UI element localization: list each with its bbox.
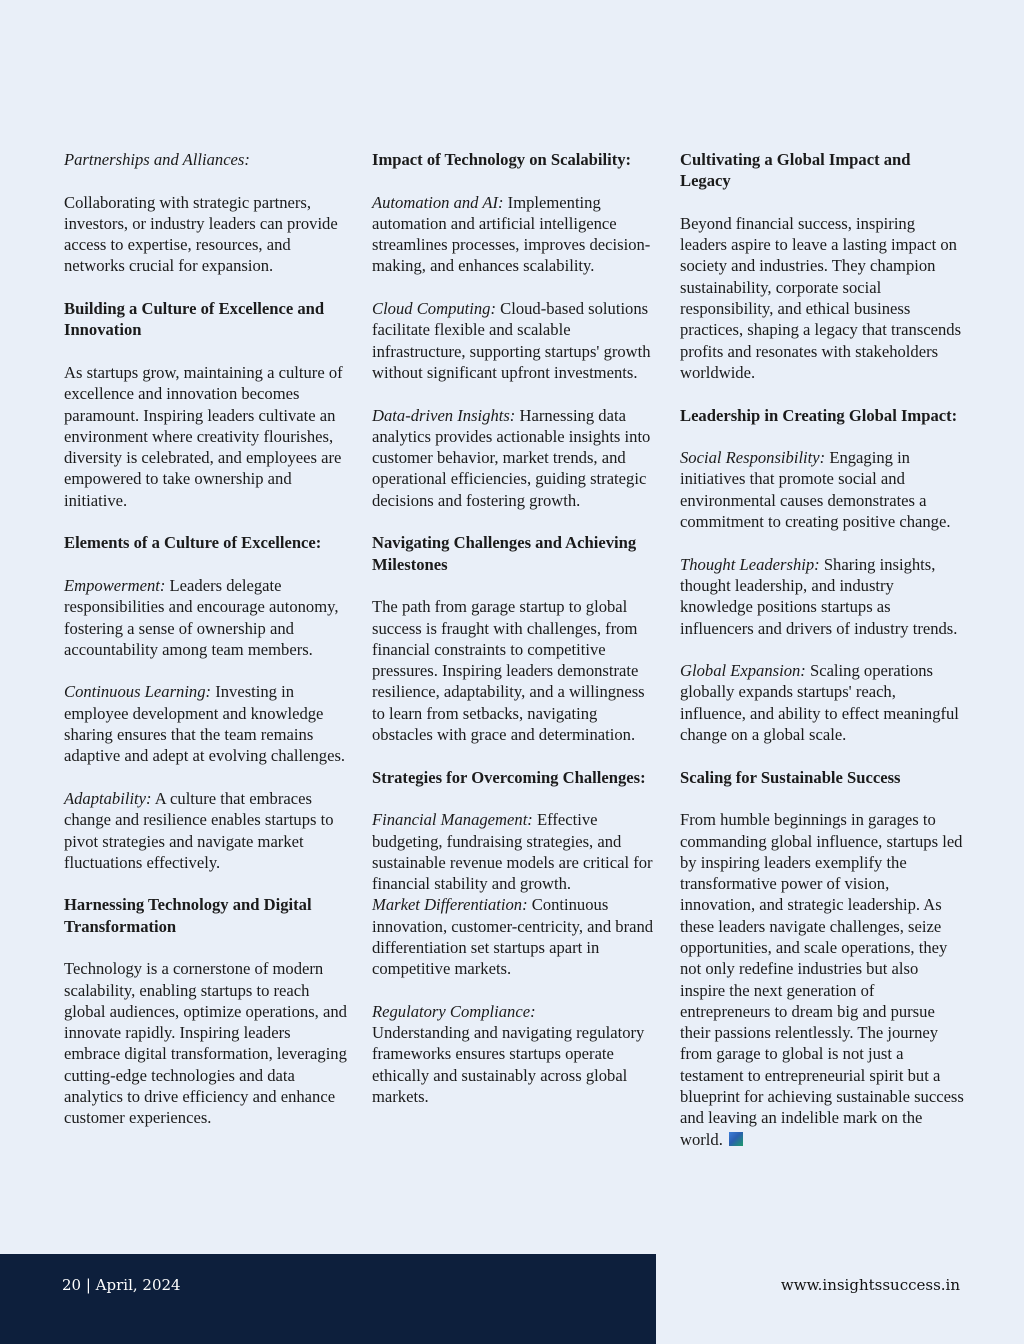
- empowerment-paragraph: Empowerment: Leaders delegate responsibilities and encourage autonomy, fostering a sense of ownership and accountability among team members.: [64, 575, 339, 659]
- data-insights-paragraph: Data-driven Insights: Harnessing data analytics provides actionable insights into customer behavior, market trends, and operational efficiencies, guiding strategic decisions and fostering growth.: [372, 405, 651, 510]
- article-column-1: [64, 149, 348, 1150]
- partnerships-paragraph: Collaborating with strategic partners, investors, or industry leaders can provide access to expertise, resources, and networks crucial for expansion.: [64, 192, 338, 276]
- learning-paragraph: Continuous Learning: Investing in employee development and knowledge sharing ensures that the team remains adaptive and adept at evolving challenges.: [64, 682, 346, 766]
- global-heading: Cultivating a Global Impact and Legacy: [680, 150, 911, 191]
- tech-paragraph: Technology is a cornerstone of modern scalability, enabling startups to reach global audiences, optimize operations, and innovate rapidly. Inspiring leaders embrace digital transformation, leveraging cutting-edge technologies and data analytics to drive efficiency and enhance customer experiences.: [64, 959, 347, 1128]
- culture-paragraph: As startups grow, maintaining a culture of excellence and innovation becomes paramount. Inspiring leaders cultivate an environment where creativity flourishes, diversity is celebrated, and employees are empowered to take ownership and initiative.: [64, 362, 343, 510]
- strategies-heading: Strategies for Overcoming Challenges:: [372, 767, 646, 787]
- market-paragraph: Market Differentiation: Continuous innovation, customer-centricity, and brand differentiation set startups apart in competitive markets.: [372, 895, 654, 979]
- challenges-heading: Navigating Challenges and Achieving Milestones: [372, 533, 637, 574]
- regulatory-paragraph: Regulatory Compliance: Understanding and navigating regulatory frameworks ensures startups operate ethically and sustainably across global markets.: [372, 1001, 645, 1107]
- global-paragraph: Beyond financial success, inspiring leaders aspire to leave a lasting impact on society and industries. They champion sustainability, corporate social responsibility, and ethical business practices, shaping a legacy that transcends profits and resonates with stakeholders worldwide.: [680, 213, 962, 382]
- challenges-paragraph: The path from garage startup to global success is fraught with challenges, from financial constraints to competitive pressures. Inspiring leaders demonstrate resilience, adaptability, and a willingness to learn from setbacks, navigating obstacles with grace and determination.: [372, 597, 645, 745]
- social-paragraph: Social Responsibility: Engaging in initiatives that promote social and environmental causes demonstrates a commitment to creating positive change.: [680, 448, 951, 532]
- elements-heading: Elements of a Culture of Excellence:: [64, 533, 322, 553]
- partnerships-label: Partnerships and Alliances:: [64, 150, 250, 169]
- leadership-heading: Leadership in Creating Global Impact:: [680, 405, 958, 425]
- scaling-heading: Scaling for Sustainable Success: [680, 767, 901, 787]
- automation-paragraph: Automation and AI: Implementing automation and artificial intelligence streamlines processes, improves decision-making, and enhances scalability.: [372, 192, 651, 276]
- expansion-paragraph: Global Expansion: Scaling operations globally expands startups' reach, influence, and ability to effect meaningful change on a global scale.: [680, 661, 959, 745]
- cloud-paragraph: Cloud Computing: Cloud-based solutions facilitate flexible and scalable infrastructure, supporting startups' growth without significant upfront investments.: [372, 299, 651, 382]
- impact-heading: Impact of Technology on Scalability:: [372, 150, 632, 169]
- adaptability-paragraph: Adaptability: A culture that embraces change and resilience enables startups to pivot strategies and navigate market fluctuations effectively.: [64, 788, 334, 872]
- article-column-2: [372, 149, 660, 1129]
- article-column-3: [680, 149, 964, 1171]
- website-link[interactable]: www.insightssuccess.in: [780, 1276, 960, 1294]
- culture-heading: Building a Culture of Excellence and Innovation: [64, 299, 325, 340]
- financial-paragraph: Financial Management: Effective budgeting, fundraising strategies, and sustainable revenue models are critical for financial stability and growth.: [372, 810, 653, 894]
- end-mark-icon: [729, 1132, 743, 1146]
- scaling-paragraph: From humble beginnings in garages to commanding global influence, startups led by inspiring leaders exemplify the transformative power of vision, innovation, and strategic leadership. As these leaders navigate challenges, seize opportunities, and scale operations, they not only redefine industries but also inspire the next generation of entrepreneurs to dream big and pursue their passions relentlessly. The journey from garage to global is not just a testament to entrepreneurial spirit but a blueprint for achieving sustainable success and leaving an indelible mark on the world.: [680, 810, 964, 1149]
- page-number-date: 20 | April, 2024: [62, 1276, 181, 1294]
- footer-bar: [0, 1254, 656, 1344]
- tech-heading: Harnessing Technology and Digital Transformation: [64, 895, 312, 936]
- thought-paragraph: Thought Leadership: Sharing insights, thought leadership, and industry knowledge positions startups as influencers and drivers of industry trends.: [680, 554, 958, 638]
